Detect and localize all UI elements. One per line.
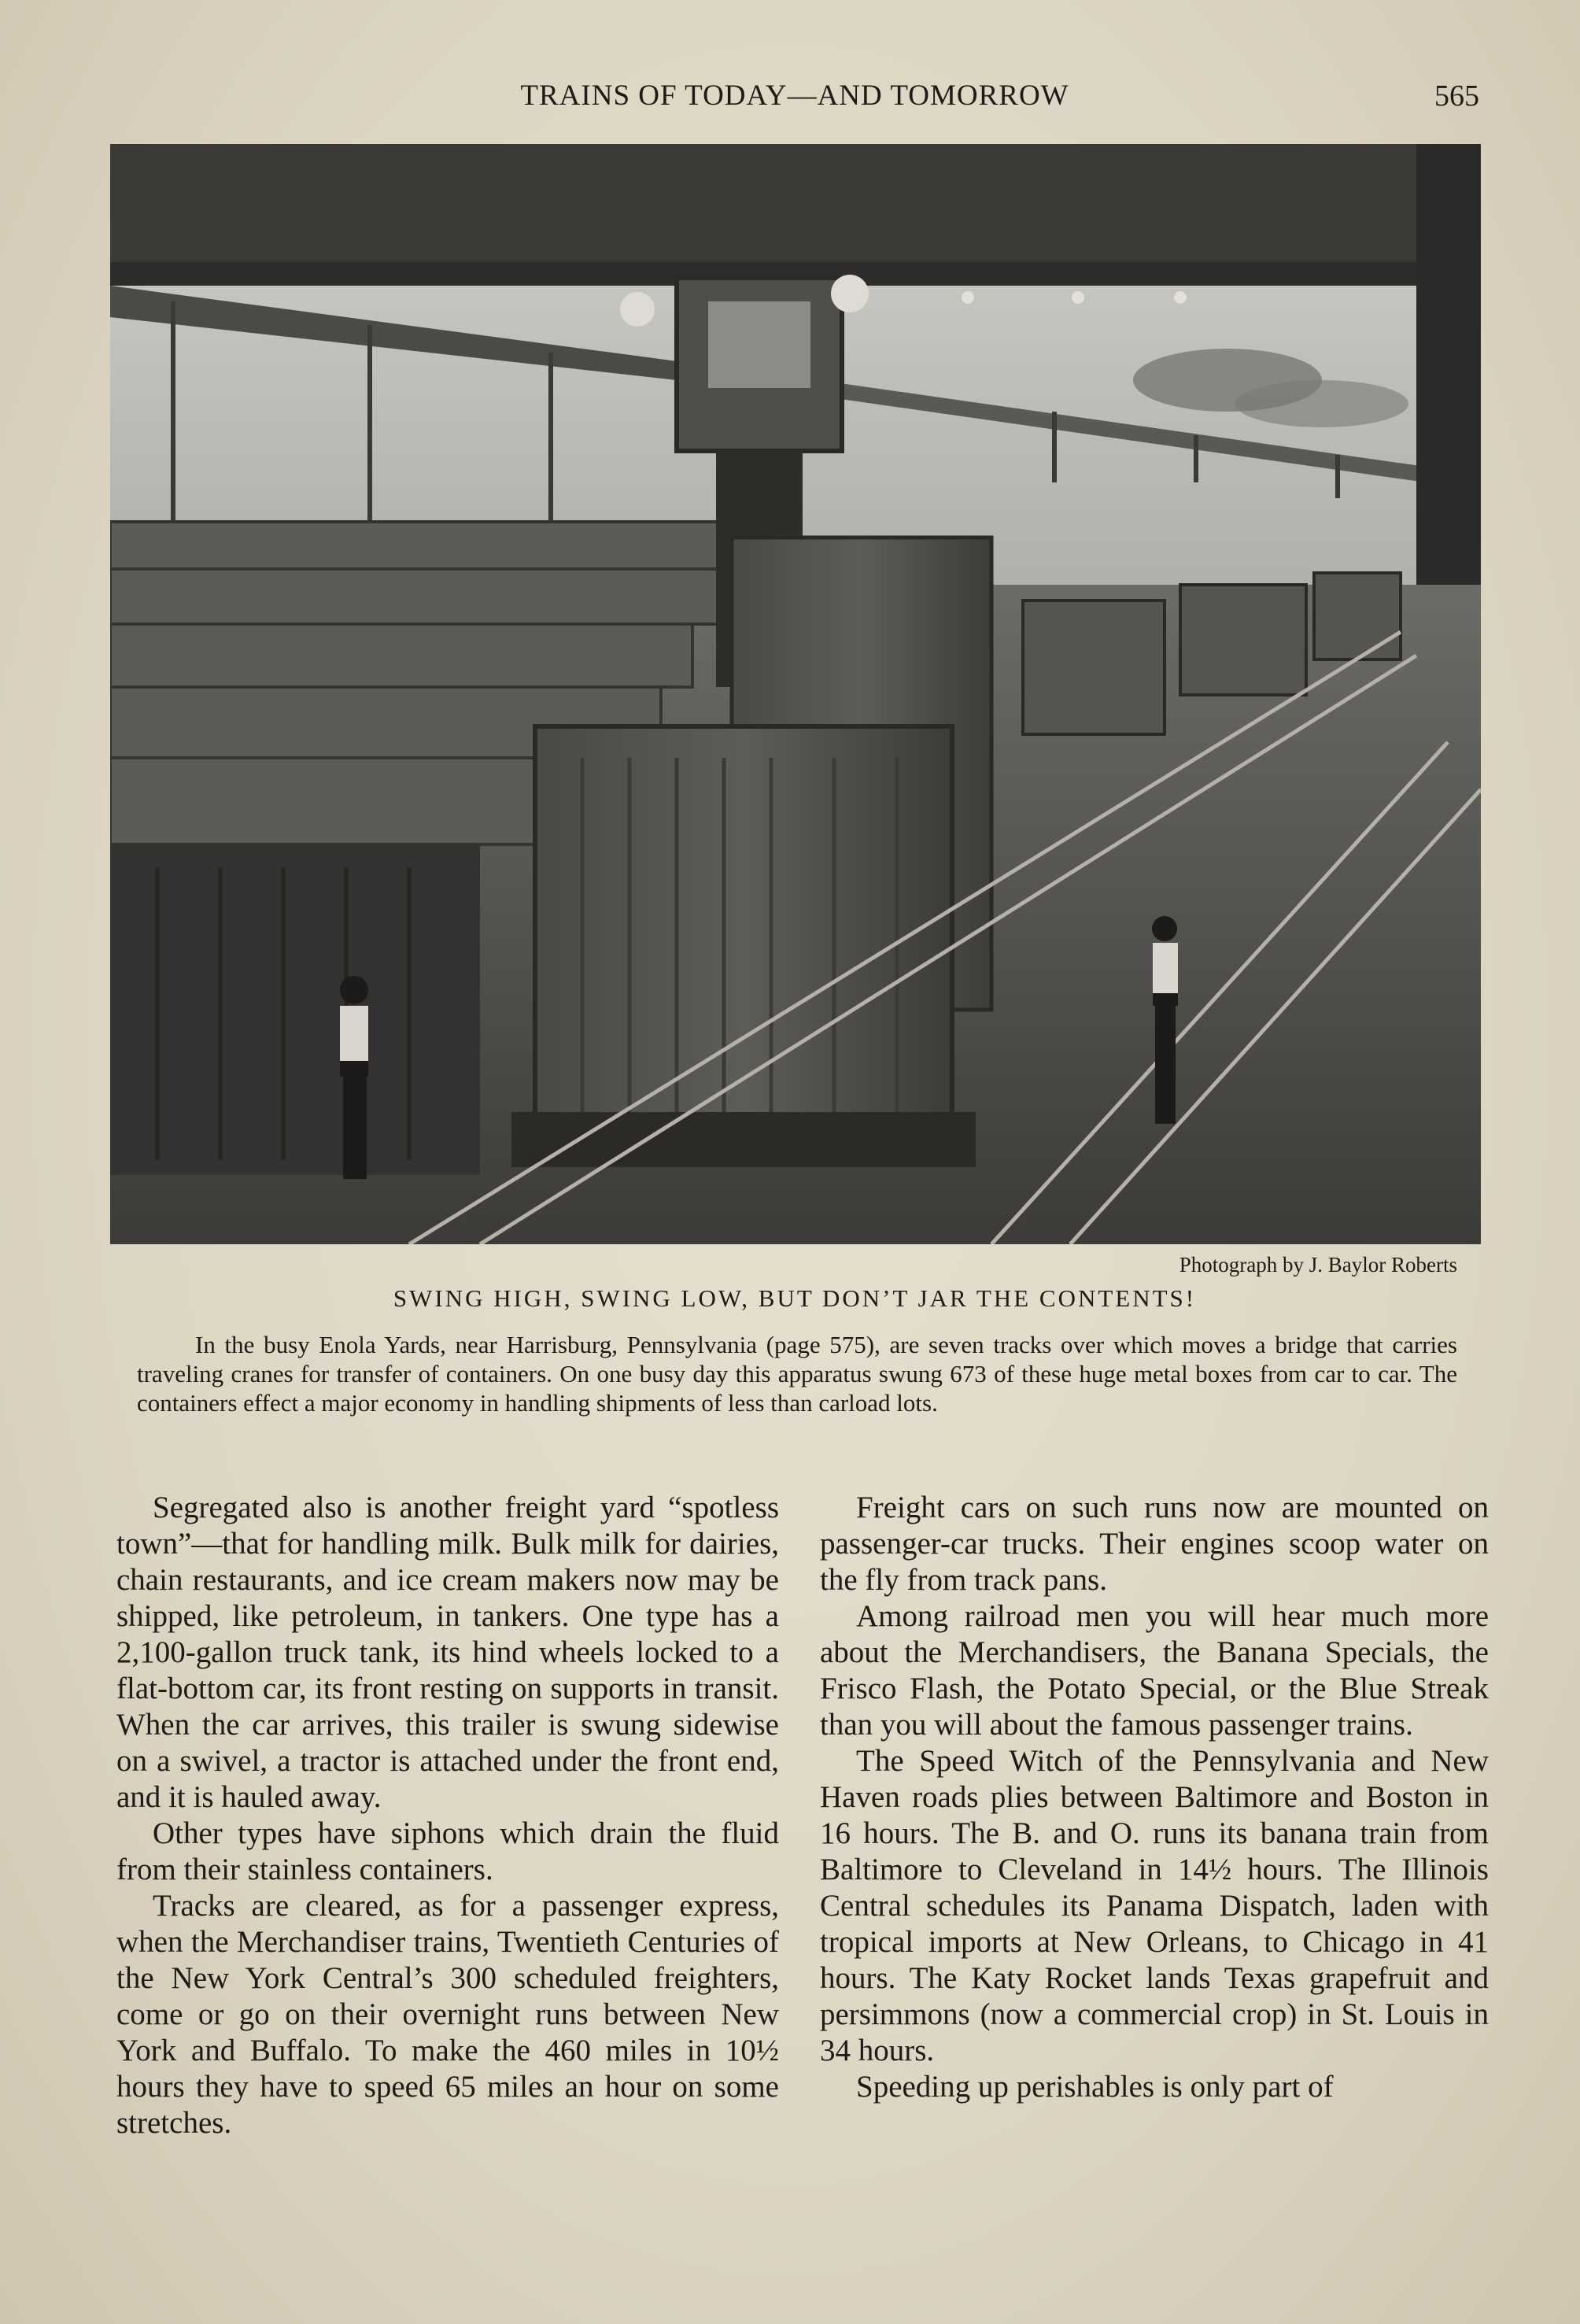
article-left-column bbox=[116, 1490, 779, 2141]
paragraph: Tracks are cleared, as for a passenger express, when the Merchandiser trains, Twentieth Centuries of the New York Central’s 300 scheduled freighters, come or go on their overnight runs between New York and Buffalo. To make the 460 miles in 10½ hours they have to speed 65 miles an hour on some stretches. bbox=[116, 1889, 779, 2140]
rail-yard-photo-drawing bbox=[110, 144, 1481, 1244]
photo-credit: Photograph by J. Baylor Roberts bbox=[1179, 1253, 1457, 1277]
rail-yard-photograph bbox=[110, 144, 1481, 1244]
paragraph: Freight cars on such runs now are mounted on passenger-car trucks. Their engines scoop water on the fly from track pans. bbox=[820, 1491, 1489, 1597]
page-number: 565 bbox=[1434, 79, 1479, 113]
page-header bbox=[110, 79, 1479, 121]
paragraph: Segregated also is another freight yard “spotless town”—that for handling milk. Bulk milk for dairies, chain restaurants, and ice cream makers now may be shipped, like petroleum, in tankers. One type has a 2,100-gallon truck tank, its hind wheels locked to a flat-bottom car, its front resting on supports in transit. When the car arrives, this trailer is swung sidewise on a swivel, a tractor is attached under the front end, and it is hauled away. bbox=[116, 1491, 779, 1814]
article-right-column bbox=[820, 1490, 1489, 2105]
running-title: TRAINS OF TODAY—AND TOMORROW bbox=[520, 79, 1069, 112]
paragraph: Other types have siphons which drain the fluid from their stainless containers. bbox=[116, 1816, 779, 1886]
caption-body: In the busy Enola Yards, near Harrisburg, Pennsylvania (page 575), are seven tracks over which moves a bridge that carries traveling cranes for transfer of containers. On one busy day this apparatus swung 673 of these huge metal boxes from car to car. The containers effect a major economy in handling shipments of less than carload lots. bbox=[137, 1331, 1457, 1417]
caption-title: SWING HIGH, SWING LOW, BUT DON’T JAR THE CONTENTS! bbox=[393, 1284, 1197, 1312]
paragraph: Among railroad men you will hear much more about the Merchandisers, the Banana Specials, the Frisco Flash, the Potato Special, or the Blue Streak than you will about the famous passenger trains. bbox=[820, 1599, 1489, 1742]
paragraph: Speeding up perishables is only part of bbox=[856, 2070, 1334, 2104]
paragraph: The Speed Witch of the Pennsylvania and New Haven roads plies between Baltimore and Boston in 16 hours. The B. and O. runs its banana train from Baltimore to Cleveland in 14½ hours. The Illinois Central schedules its Panama Dispatch, laden with tropical imports at New Orleans, to Chicago in 41 hours. The Katy Rocket lands Texas grapefruit and persimmons (now a commercial crop) in St. Louis in 34 hours. bbox=[820, 1744, 1489, 2067]
